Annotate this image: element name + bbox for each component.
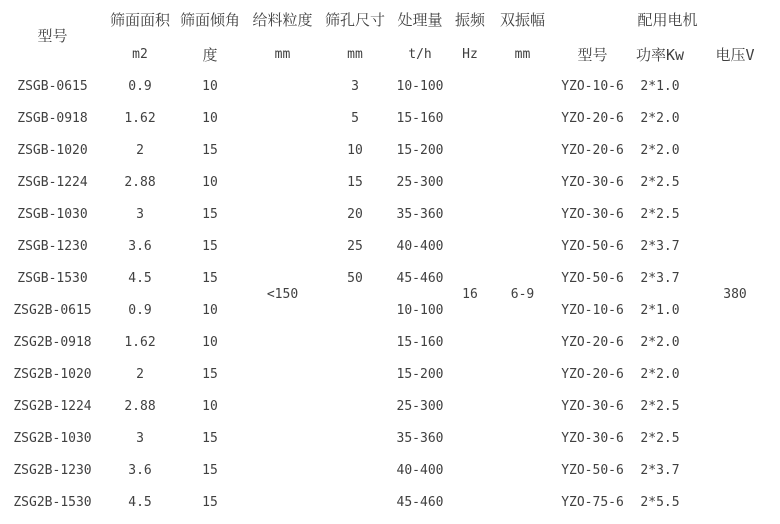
cell-area: 3.6	[128, 238, 152, 254]
table-row	[0, 486, 780, 518]
cell-hole-size: 50	[347, 270, 363, 286]
cell-capacity: 25-300	[396, 174, 444, 190]
cell-capacity: 45-460	[396, 270, 444, 286]
cell-area: 2	[136, 366, 144, 382]
cell-motor-power: 2*2.0	[640, 110, 680, 126]
cell-area: 0.9	[128, 302, 152, 318]
cell-area: 2	[136, 142, 144, 158]
header-group-row	[0, 0, 780, 38]
header-amplitude-unit: mm	[514, 46, 531, 62]
cell-angle: 10	[202, 78, 218, 94]
cell-angle: 15	[202, 142, 218, 158]
cell-model: ZSG2B-1230	[13, 462, 92, 478]
table-row	[0, 422, 780, 454]
cell-model: ZSG2B-1224	[13, 398, 92, 414]
cell-hole-size	[320, 294, 390, 326]
header-voltage: 电压V	[715, 45, 755, 64]
cell-angle: 10	[202, 398, 218, 414]
cell-area: 3	[136, 430, 144, 446]
header-model: 型号	[37, 26, 68, 45]
header-frequency-unit: Hz	[462, 46, 478, 62]
table-row	[0, 358, 780, 390]
cell-motor-model: YZO-50-6	[561, 238, 624, 254]
cell-motor-power: 2*2.5	[640, 398, 680, 414]
header-motor-group: 配用电机	[637, 10, 698, 29]
header-screen-angle-unit: 度	[202, 45, 218, 64]
cell-motor-power: 2*3.7	[640, 462, 680, 478]
cell-angle: 15	[202, 494, 218, 510]
cell-model: ZSG2B-1030	[13, 430, 92, 446]
cell-model: ZSGB-1030	[17, 206, 88, 222]
cell-angle: 15	[202, 366, 218, 382]
cell-motor-power: 2*1.0	[640, 78, 680, 94]
cell-angle: 10	[202, 334, 218, 350]
cell-angle: 10	[202, 302, 218, 318]
cell-capacity: 45-460	[396, 494, 444, 510]
cell-motor-power: 2*2.5	[640, 430, 680, 446]
cell-motor-model: YZO-10-6	[561, 78, 624, 94]
cell-motor-model: YZO-50-6	[561, 270, 624, 286]
cell-voltage-merged: 380	[723, 286, 747, 302]
cell-hole-size	[320, 358, 390, 390]
header-motor-power: 功率Kw	[635, 45, 685, 64]
table-row	[0, 102, 780, 134]
cell-angle: 15	[202, 430, 218, 446]
cell-motor-model: YZO-10-6	[561, 302, 624, 318]
cell-hole-size: 15	[347, 174, 363, 190]
cell-capacity: 15-160	[396, 110, 444, 126]
header-capacity-unit: t/h	[408, 46, 432, 62]
table-row	[0, 70, 780, 102]
cell-motor-power: 2*3.7	[640, 270, 680, 286]
cell-motor-model: YZO-30-6	[561, 206, 624, 222]
cell-model: ZSGB-0918	[17, 110, 88, 126]
table-row	[0, 198, 780, 230]
table-row	[0, 166, 780, 198]
header-hole-size: 筛孔尺寸	[324, 10, 385, 29]
table-row	[0, 390, 780, 422]
table-row	[0, 262, 780, 294]
cell-motor-power: 2*5.5	[640, 494, 680, 510]
cell-hole-size: 3	[351, 78, 359, 94]
cell-model: ZSGB-1230	[17, 238, 88, 254]
cell-motor-power: 2*2.5	[640, 206, 680, 222]
cell-hole-size: 5	[351, 110, 359, 126]
cell-hole-size	[320, 326, 390, 358]
cell-angle: 15	[202, 462, 218, 478]
table-row	[0, 326, 780, 358]
cell-model: ZSGB-1224	[17, 174, 88, 190]
cell-angle: 10	[202, 174, 218, 190]
cell-motor-model: YZO-20-6	[561, 110, 624, 126]
cell-model: ZSGB-1020	[17, 142, 88, 158]
cell-motor-power: 2*2.0	[640, 366, 680, 382]
cell-motor-power: 2*2.0	[640, 142, 680, 158]
header-motor-model: 型号	[577, 45, 608, 64]
cell-capacity: 40-400	[396, 462, 444, 478]
cell-motor-power: 2*2.0	[640, 334, 680, 350]
cell-area: 0.9	[128, 78, 152, 94]
cell-hole-size: 20	[347, 206, 363, 222]
cell-motor-model: YZO-30-6	[561, 398, 624, 414]
cell-capacity: 35-360	[396, 430, 444, 446]
cell-angle: 10	[202, 110, 218, 126]
cell-motor-model: YZO-75-6	[561, 494, 624, 510]
cell-hole-size	[320, 454, 390, 486]
cell-capacity: 40-400	[396, 238, 444, 254]
cell-model: ZSGB-1530	[17, 270, 88, 286]
cell-area: 3.6	[128, 462, 152, 478]
cell-model: ZSG2B-0918	[13, 334, 92, 350]
header-feed-size-unit: mm	[274, 46, 291, 62]
cell-motor-model: YZO-20-6	[561, 334, 624, 350]
cell-capacity: 15-200	[396, 366, 444, 382]
cell-area: 3	[136, 206, 144, 222]
table-row	[0, 454, 780, 486]
cell-capacity: 15-160	[396, 334, 444, 350]
header-amplitude: 双振幅	[499, 10, 545, 29]
cell-motor-power: 2*2.5	[640, 174, 680, 190]
header-unit-row	[0, 38, 780, 70]
cell-area: 2.88	[124, 398, 156, 414]
cell-area: 2.88	[124, 174, 156, 190]
cell-angle: 15	[202, 238, 218, 254]
cell-area: 1.62	[124, 334, 156, 350]
cell-area: 1.62	[124, 110, 156, 126]
cell-hole-size: 25	[347, 238, 363, 254]
cell-area: 4.5	[128, 270, 152, 286]
cell-hole-size	[320, 486, 390, 518]
table-row	[0, 134, 780, 166]
header-feed-size: 给料粒度	[252, 10, 313, 29]
header-screen-area-unit: m2	[132, 46, 148, 62]
table-row	[0, 294, 780, 326]
cell-model: ZSGB-0615	[17, 78, 88, 94]
cell-motor-model: YZO-30-6	[561, 174, 624, 190]
table-row	[0, 230, 780, 262]
header-frequency: 振频	[454, 10, 485, 29]
cell-area: 4.5	[128, 494, 152, 510]
cell-model: ZSG2B-0615	[13, 302, 92, 318]
cell-capacity: 35-360	[396, 206, 444, 222]
cell-model: ZSG2B-1530	[13, 494, 92, 510]
cell-model: ZSG2B-1020	[13, 366, 92, 382]
cell-feed-size-merged: <150	[266, 286, 299, 302]
cell-amplitude-merged: 6-9	[510, 286, 535, 302]
header-hole-size-unit: mm	[347, 46, 363, 62]
cell-angle: 15	[202, 270, 218, 286]
cell-capacity: 15-200	[396, 142, 444, 158]
cell-hole-size: 10	[347, 142, 363, 158]
cell-hole-size	[320, 422, 390, 454]
cell-motor-power: 2*3.7	[640, 238, 680, 254]
cell-capacity: 10-100	[396, 302, 444, 318]
header-screen-area: 筛面面积	[109, 10, 170, 29]
cell-motor-model: YZO-30-6	[561, 430, 624, 446]
cell-motor-model: YZO-20-6	[561, 142, 624, 158]
header-capacity: 处理量	[397, 10, 443, 29]
cell-capacity: 25-300	[396, 398, 444, 414]
cell-frequency-merged: 16	[462, 286, 478, 302]
cell-motor-power: 2*1.0	[640, 302, 680, 318]
cell-motor-model: YZO-20-6	[561, 366, 624, 382]
header-screen-angle: 筛面倾角	[179, 10, 240, 29]
cell-capacity: 10-100	[396, 78, 444, 94]
cell-motor-model: YZO-50-6	[561, 462, 624, 478]
cell-hole-size	[320, 390, 390, 422]
cell-angle: 15	[202, 206, 218, 222]
